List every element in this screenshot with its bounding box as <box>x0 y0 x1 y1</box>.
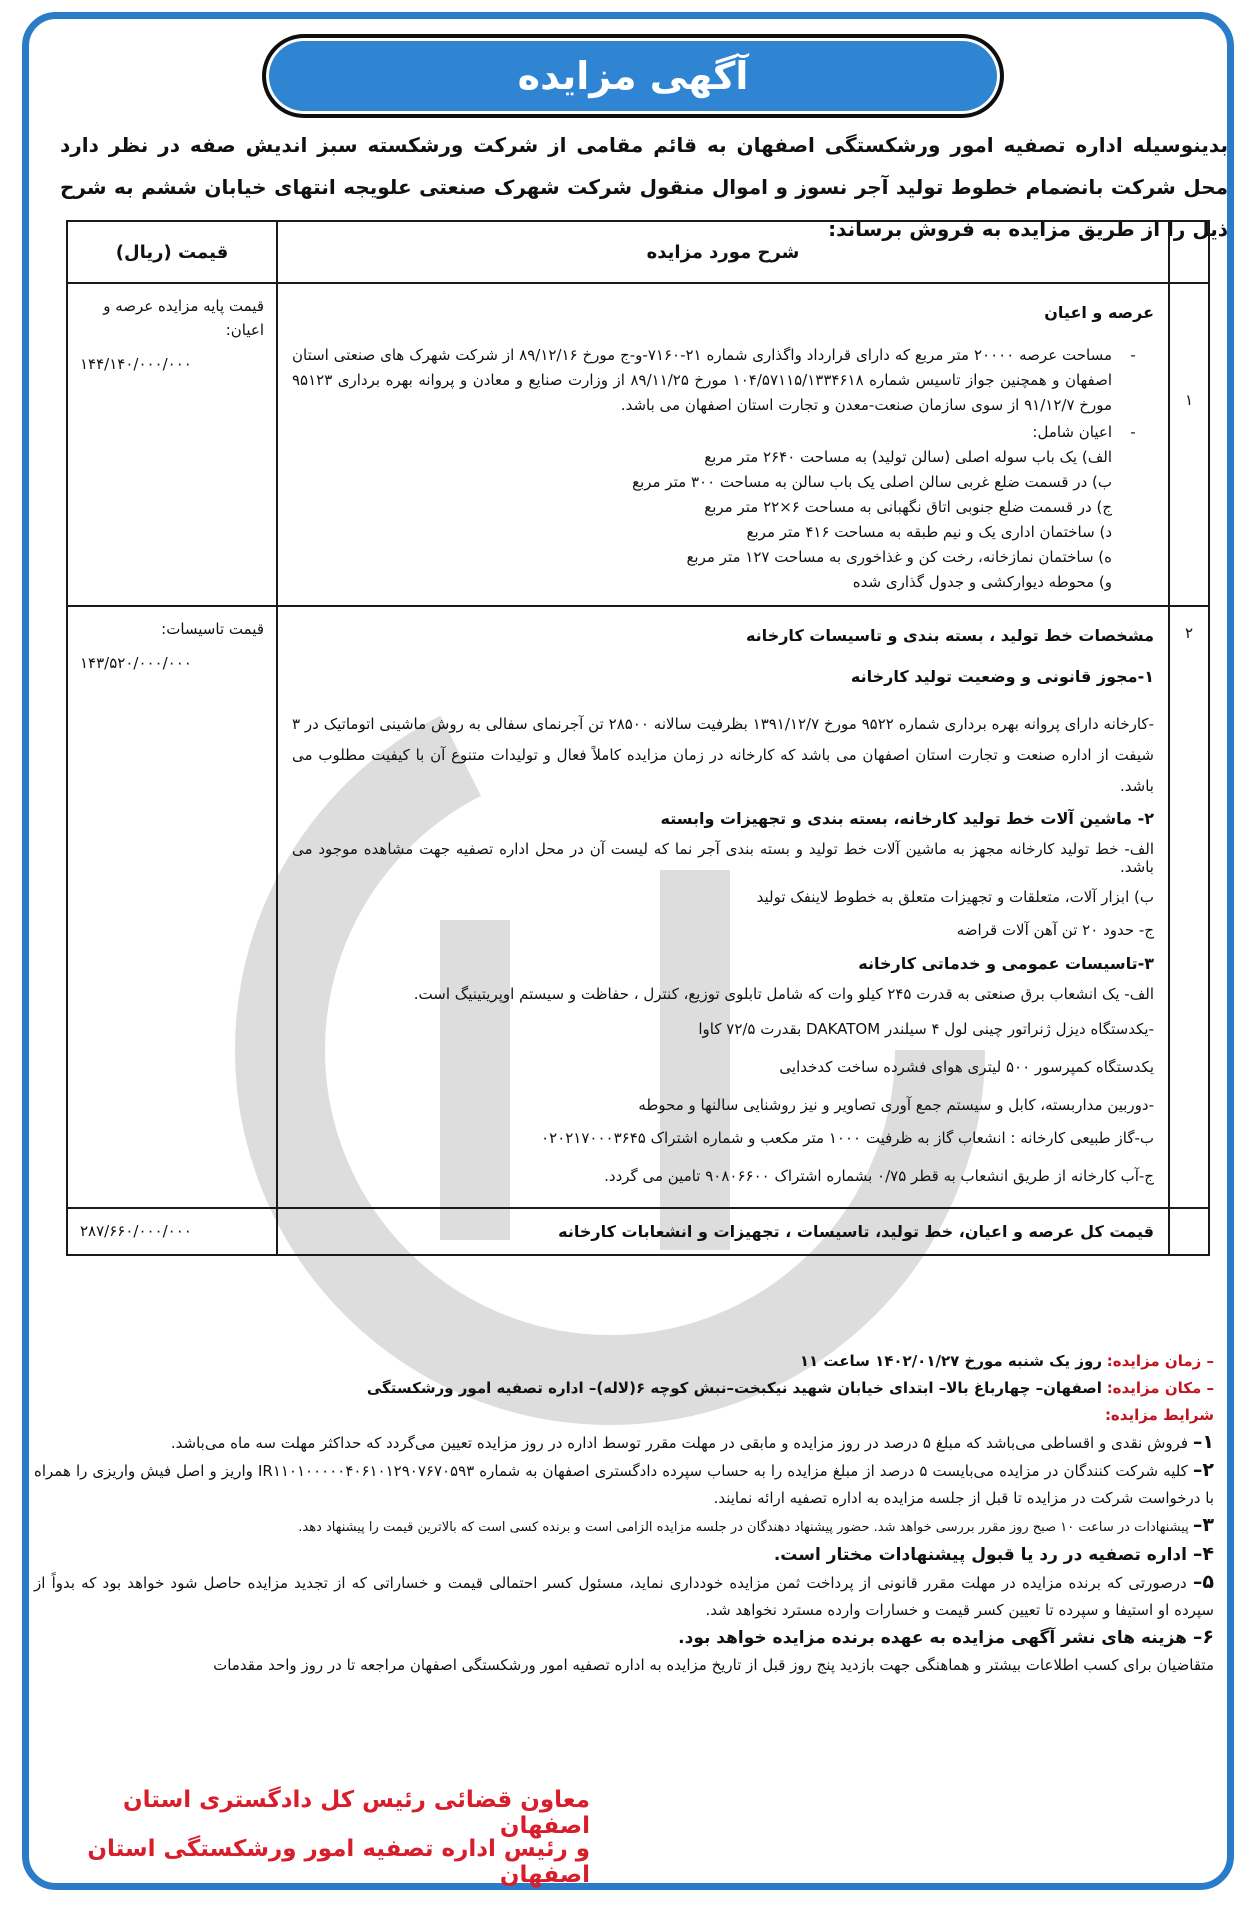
conditions-heading: شرایط مزایده: <box>1104 1406 1214 1424</box>
auction-place-value: اصفهان– چهارباغ بالا– ابتدای خیابان شهید نیکبخت–نبش کوچه ۶(لاله)– اداره تصفیه امور ورشکستگی <box>366 1379 1102 1397</box>
row1-price-label: قیمت پایه مزایده عرصه و اعیان: <box>103 297 264 339</box>
header-number-cell <box>1169 221 1209 283</box>
condition-text: هزینه های نشر آگهی مزایده به عهده برنده مزایده خواهد بود. <box>678 1628 1187 1648</box>
auction-table <box>66 220 1210 1256</box>
row1-price-value: ۱۴۴/۱۴۰/۰۰۰/۰۰۰ <box>80 355 192 373</box>
condition-text: درصورتی که برنده مزایده در مهلت مقرر قانونی از پرداخت ثمن مزایده خودداری نماید، مسئول کسر احتمالی قیمت و خساراتی که از تجدید مزایده حاصل شود خواهد بود که بدواً از سپرده او استیفا و سپرده تا تعیین کسر قیمت و خسارات وارده مسترد نخواهد شد. <box>34 1574 1214 1619</box>
header-description: شرح مورد مزایده <box>277 221 1169 283</box>
page-title: آگهی مزایده <box>262 34 1004 118</box>
row-number: ۱ <box>1169 283 1209 606</box>
row2-price-cell <box>67 606 277 1208</box>
section2-item-b: ب) ابزار آلات، متعلقات و تجهیزات متعلق به خطوط لاینفک تولید <box>756 888 1154 906</box>
list-item: ج) در قسمت ضلع جنوبی اتاق نگهبانی به مساحت ۶×۲۲ متر مربع <box>704 498 1112 516</box>
condition-1 <box>34 1429 1214 1457</box>
header-price: قیمت (ریال) <box>67 221 277 283</box>
section3-cameras: -دوربین مداربسته، کابل و سیستم جمع آوری تصاویر و نیز روشنایی سالنها و محوطه <box>638 1096 1154 1114</box>
contact-note: متقاضیان برای کسب اطلاعات بیشتر و هماهنگی جهت بازدید پنج روز قبل از تاریخ مزایده به اداره تصفیه امور ورشکستگی اصفهان مراجعه تا در روز واحد مقدمات <box>213 1656 1214 1674</box>
section1-title: ۱-مجوز قانونی و وضعیت تولید کارخانه <box>850 667 1154 686</box>
row2-heading: مشخصات خط تولید ، بسته بندی و تاسیسات کارخانه <box>745 626 1154 645</box>
list-item: و) محوطه دیوارکشی و جدول گذاری شده <box>852 573 1112 591</box>
condition-text: فروش نقدی و اقساطی می‌باشد که مبلغ ۵ درصد در روز مزایده و مابقی در مهلت مقرر توسط اداره در روز مزایده تعیین می‌گردد که حداکثر مهلت سه ماه می‌باشد. <box>170 1434 1189 1452</box>
total-price: ۲۸۷/۶۶۰/۰۰۰/۰۰۰ <box>67 1208 277 1255</box>
section3-item-a: الف- یک انشعاب برق صنعتی به قدرت ۲۴۵ کیلو وات که شامل تابلوی توزیع، کنترل ، حفاظت و سیستم اوپریتینیگ است. <box>413 985 1154 1003</box>
table-row <box>67 606 1209 1208</box>
condition-number: ۲– <box>1192 1459 1214 1481</box>
list-item: د) ساختمان اداری یک و نیم طبقه به مساحت ۴۱۶ متر مربع <box>746 523 1112 541</box>
condition-text: اداره تصفیه در رد یا قبول پیشنهادات مختار است. <box>773 1545 1187 1565</box>
section2-item-c: ج- حدود ۲۰ تن آهن آلات قراضه <box>956 921 1154 939</box>
list-item: الف) یک باب سوله اصلی (سالن تولید) به مساحت ۲۶۴۰ متر مربع <box>704 448 1112 466</box>
intro-paragraph: بدینوسیله اداره تصفیه امور ورشکستگی اصفهان به قائم مقامی از شرکت ورشکسته سبز اندیش صفه در نظر دارد محل شرکت بانضمام خطوط تولید آجر نسوز و اموال منقول شرکت شهرک صنعتی علویجه انتهای خیابان ششم به شرح ذیل را از طریق مزایده به فروش برساند: <box>60 133 1228 241</box>
condition-4 <box>34 1541 1214 1569</box>
section1-text: -کارخانه دارای پروانه بهره برداری شماره ۹۵۲۲ مورخ ۱۳۹۱/۱۲/۷ بظرفیت سالانه ۲۸۵۰۰ تن آجرنمای سفالی به روش ماشینی اتوماتیک در ۳ شیفت از اداره صنعت و تجارت استان اصفهان می باشد که کارخانه در زمان مزایده کاملاً فعال و تولیدات متنوع آن با کیفیت مطلوب می باشد. <box>292 715 1154 795</box>
condition-number: ۱– <box>1192 1431 1214 1453</box>
row1-buildings-item <box>292 420 1154 595</box>
row1-land-text: مساحت عرصه ۲۰۰۰۰ متر مربع که دارای قرارداد واگذاری شماره ۲۱-۷۱۶۰-و-ج مورخ ۸۹/۱۲/۱۶ از شرکت شهرک های صنعتی استان اصفهان و همچنین جواز تاسیس شماره ۱۰۴/۵۷۱۱۵/۱۳۳۴۶۱۸ مورخ ۸۹/۱۱/۲۵ از وزارت صنایع و معادن و پروانه بهره برداری ۹۵۱۲۳ مورخ ۹۱/۱۲/۷ از سوی سازمان صنعت-معدن و تجارت استان اصفهان می باشد. <box>292 346 1113 414</box>
row1-land-item <box>292 343 1154 418</box>
condition-number: ۴– <box>1192 1543 1214 1565</box>
section2-title: ۲- ماشین آلات خط تولید کارخانه، بسته بندی و تجهیزات وابسته <box>660 809 1154 828</box>
row-number: ۲ <box>1169 606 1209 1208</box>
auction-details <box>34 1348 1214 1679</box>
bullet-dash: - <box>1130 423 1136 441</box>
condition-number: ۳– <box>1192 1514 1214 1536</box>
condition-number: ۶– <box>1192 1626 1214 1648</box>
buildings-label: اعیان شامل: <box>1032 423 1112 441</box>
condition-6 <box>34 1624 1214 1652</box>
section3-compressor: یکدستگاه کمپرسور ۵۰۰ لیتری هوای فشرده ساخت کدخدایی <box>779 1058 1154 1076</box>
total-label: قیمت کل عرصه و اعیان، خط تولید، تاسیسات ، تجهیزات و انشعابات کارخانه <box>277 1208 1169 1255</box>
condition-5 <box>34 1569 1214 1624</box>
auction-time-label: – زمان مزایده: <box>1106 1352 1214 1370</box>
row1-price-cell <box>67 283 277 606</box>
bullet-dash: - <box>1130 346 1136 364</box>
condition-text: پیشنهادات در ساعت ۱۰ صبح روز مقرر بررسی خواهد شد. حضور پیشنهاد دهندگان در جلسه مزایده الزامی است و برنده کسی است که بالاترین قیمت را پیشنهاد دهد. <box>298 1520 1189 1535</box>
signature-line-2: و رئیس اداره تصفیه امور ورشکستگی استان اصفهان <box>87 1836 590 1888</box>
list-item: ه) ساختمان نمازخانه، رخت کن و غذاخوری به مساحت ۱۲۷ متر مربع <box>686 548 1112 566</box>
auction-time-value: روز یک شنبه مورخ ۱۴۰۲/۰۱/۲۷ ساعت ۱۱ <box>799 1352 1102 1370</box>
condition-3 <box>34 1512 1214 1541</box>
buildings-list <box>632 420 1112 595</box>
section3-gas: ب-گاز طبیعی کارخانه : انشعاب گاز به ظرفیت ۱۰۰۰ متر مکعب و شماره اشتراک ۰۲۰۲۱۷۰۰۰۳۶۴۵ <box>541 1129 1154 1147</box>
row1-description <box>277 283 1169 606</box>
table-header-row <box>67 221 1209 283</box>
row2-price-value: ۱۴۳/۵۲۰/۰۰۰/۰۰۰ <box>80 654 192 672</box>
auction-place-label: – مکان مزایده: <box>1106 1379 1214 1397</box>
condition-2 <box>34 1457 1214 1512</box>
section3-water: ج-آب کارخانه از طریق انشعاب به قطر ۰/۷۵ بشماره اشتراک ۹۰۸۰۶۶۰۰ تامین می گردد. <box>604 1167 1154 1185</box>
section3-title: ۳-تاسیسات عمومی و خدماتی کارخانه <box>858 954 1154 973</box>
condition-number: ۵– <box>1192 1571 1214 1593</box>
condition-text: کلیه شرکت کنندگان در مزایده می‌بایست ۵ درصد از مبلغ مزایده را به حساب سپرده دادگستری اصفهان به شماره IR۱۱۰۱۰۰۰۰۰۴۰۶۱۰۱۲۹۰۷۶۷۰۵۹۳ واریز و اصل فیش واریزی را همراه با درخواست شرکت در مزایده تا قبل از جلسه مزایده به اداره تصفیه ارائه نمایند. <box>34 1462 1214 1507</box>
total-number-cell <box>1169 1208 1209 1255</box>
signature-line-1: معاون قضائی رئیس کل دادگستری استان اصفهان <box>123 1787 590 1839</box>
row2-description <box>277 606 1169 1208</box>
section2-item-a: الف- خط تولید کارخانه مجهز به ماشین آلات خط تولید و بسته بندی آجر نما که لیست آن در محل اداره تصفیه جهت مشاهده موجود می باشد. <box>292 840 1154 876</box>
row1-heading: عرصه و اعیان <box>1044 303 1154 322</box>
total-row <box>67 1208 1209 1255</box>
row2-price-label: قیمت تاسیسات: <box>161 620 264 638</box>
auction-place <box>34 1375 1214 1402</box>
auction-time <box>34 1348 1214 1375</box>
section3-generator: -یکدستگاه دیزل ژنراتور چینی لول ۴ سیلندر DAKATOM بقدرت ۷۲/۵ کاوا <box>698 1020 1154 1038</box>
table-row <box>67 283 1209 606</box>
list-item: ب) در قسمت ضلع غربی سالن اصلی یک باب سالن به مساحت ۳۰۰ متر مربع <box>632 473 1112 491</box>
